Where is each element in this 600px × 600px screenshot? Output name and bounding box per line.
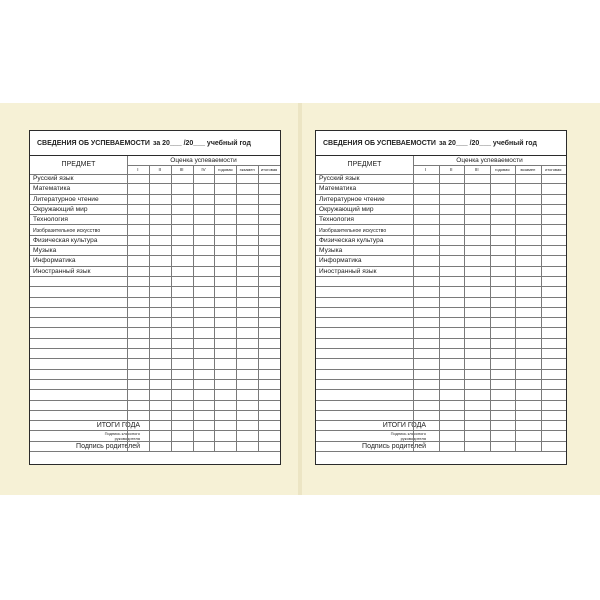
table-row xyxy=(316,359,566,369)
table-row xyxy=(30,401,280,411)
subject-name: Иностранный язык xyxy=(319,267,377,275)
table-row xyxy=(316,277,566,287)
teacher-signature-label-line2: руководителя xyxy=(114,435,140,441)
subject-name: Информатика xyxy=(33,257,76,265)
grades-header-divider xyxy=(127,165,280,166)
table-row xyxy=(30,267,280,277)
table-row xyxy=(316,349,566,359)
header-title: СВЕДЕНИЯ ОБ УСПЕВАЕМОСТИ xyxy=(37,140,150,147)
subject-name: Музыка xyxy=(33,247,57,255)
table-row xyxy=(30,226,280,236)
subject-name: Технология xyxy=(33,216,68,224)
subject-column-header: ПРЕДМЕТ xyxy=(61,161,96,168)
table-row xyxy=(30,411,280,421)
teacher-signature-label-line1: Подпись классного xyxy=(104,431,140,436)
year-totals-label: ИТОГИ ГОДА xyxy=(96,422,140,430)
table-row xyxy=(30,380,280,390)
table-row xyxy=(30,236,280,246)
subject-column-divider xyxy=(127,156,128,452)
subject-name: Информатика xyxy=(319,257,362,265)
grade-column-label: II xyxy=(158,167,162,172)
page-header xyxy=(30,131,280,156)
grade-column-label: I xyxy=(425,167,427,172)
grade-column-label: I xyxy=(137,167,139,172)
grade-column-label: годовая xyxy=(494,167,510,172)
table-row xyxy=(316,380,566,390)
grade-column-label: экзамен xyxy=(520,167,536,172)
grade-column-label: III xyxy=(179,167,184,172)
teacher-signature-row xyxy=(316,432,566,442)
table-row xyxy=(316,246,566,256)
table-row xyxy=(316,329,566,339)
header-school-year: за 20___ /20___ учебный год xyxy=(438,140,537,147)
table-row xyxy=(30,370,280,380)
grade-column-label: III xyxy=(474,167,479,172)
grade-column-divider xyxy=(193,165,194,452)
grade-column-label: II xyxy=(449,167,453,172)
subject-name: Физическая культура xyxy=(33,236,98,244)
table-row xyxy=(30,308,280,318)
teacher-signature-row xyxy=(30,432,280,442)
table-row xyxy=(30,174,280,184)
left-grade-page xyxy=(29,130,281,465)
grade-column-divider xyxy=(439,165,440,452)
subject-name: Окружающий мир xyxy=(319,205,374,213)
subject-name: Русский язык xyxy=(33,175,74,182)
subject-name: Иностранный язык xyxy=(33,267,91,275)
page-header xyxy=(316,131,566,156)
table-row xyxy=(316,226,566,236)
subject-column-divider xyxy=(413,156,414,452)
right-grade-page xyxy=(315,130,567,465)
table-row xyxy=(316,236,566,246)
subject-name: Литературное чтение xyxy=(319,195,385,203)
table-row xyxy=(30,184,280,194)
subject-column-header: ПРЕДМЕТ xyxy=(347,161,382,168)
grades-column-header: Оценка успеваемости xyxy=(456,157,523,164)
year-totals-row xyxy=(30,421,280,431)
table-row xyxy=(30,205,280,215)
grade-column-label: годовая xyxy=(218,167,233,172)
teacher-signature-label-line2: руководителя xyxy=(400,435,426,441)
table-row xyxy=(30,298,280,308)
subject-name: Изобразительное искусство xyxy=(319,227,387,234)
table-row xyxy=(30,318,280,328)
table-row xyxy=(30,390,280,400)
subject-name: Технология xyxy=(319,216,354,224)
table-row xyxy=(316,339,566,349)
grade-column-label: итоговая xyxy=(260,167,278,172)
subject-name: Физическая культура xyxy=(319,236,384,244)
grade-column-divider xyxy=(171,165,172,452)
subject-name: Литературное чтение xyxy=(33,195,99,203)
table-row xyxy=(316,256,566,266)
table-row xyxy=(30,215,280,225)
subject-name: Изобразительное искусство xyxy=(33,227,101,234)
parent-signature-row xyxy=(316,442,566,452)
year-totals-row xyxy=(316,421,566,431)
grade-column-divider xyxy=(464,165,465,452)
table-row xyxy=(316,215,566,225)
parent-signature-label: Подпись родителей xyxy=(362,442,426,450)
table-row xyxy=(316,390,566,400)
subject-name: Математика xyxy=(319,185,357,193)
diary-spine xyxy=(298,103,302,495)
table-row xyxy=(316,287,566,297)
grade-column-label: IV xyxy=(201,167,206,172)
table-row xyxy=(316,267,566,277)
table-row xyxy=(316,298,566,308)
grades-column-header: Оценка успеваемости xyxy=(170,157,237,164)
table-row xyxy=(30,329,280,339)
table-row xyxy=(316,195,566,205)
grade-column-divider xyxy=(258,165,259,452)
table-row xyxy=(316,401,566,411)
teacher-signature-label-line1: Подпись классного xyxy=(390,431,426,436)
table-row xyxy=(30,349,280,359)
subject-name: Музыка xyxy=(319,247,343,255)
table-row xyxy=(316,174,566,184)
table-row xyxy=(30,359,280,369)
grade-column-divider xyxy=(515,165,516,452)
grade-column-label: итоговая xyxy=(545,167,562,172)
table-row xyxy=(30,287,280,297)
grade-column-divider xyxy=(541,165,542,452)
table-row xyxy=(316,370,566,380)
table-row xyxy=(30,256,280,266)
header-school-year: за 20___ /20___ учебный год xyxy=(152,140,251,147)
subject-name: Русский язык xyxy=(319,175,360,182)
year-totals-label: ИТОГИ ГОДА xyxy=(382,422,426,430)
table-row xyxy=(316,318,566,328)
table-row xyxy=(316,184,566,194)
table-row xyxy=(316,205,566,215)
parent-signature-label: Подпись родителей xyxy=(76,442,140,450)
subject-name: Окружающий мир xyxy=(33,205,88,213)
subject-name: Математика xyxy=(33,185,71,193)
grade-column-label: экзамен xyxy=(239,167,255,172)
table-row xyxy=(316,308,566,318)
header-title: СВЕДЕНИЯ ОБ УСПЕВАЕМОСТИ xyxy=(323,140,436,147)
table-row xyxy=(316,411,566,421)
parent-signature-row xyxy=(30,442,280,452)
grade-column-divider xyxy=(490,165,491,452)
table-row xyxy=(30,246,280,256)
grade-column-divider xyxy=(214,165,215,452)
table-row xyxy=(30,277,280,287)
grade-column-divider xyxy=(149,165,150,452)
table-row xyxy=(30,195,280,205)
table-row xyxy=(30,339,280,349)
grade-column-divider xyxy=(236,165,237,452)
